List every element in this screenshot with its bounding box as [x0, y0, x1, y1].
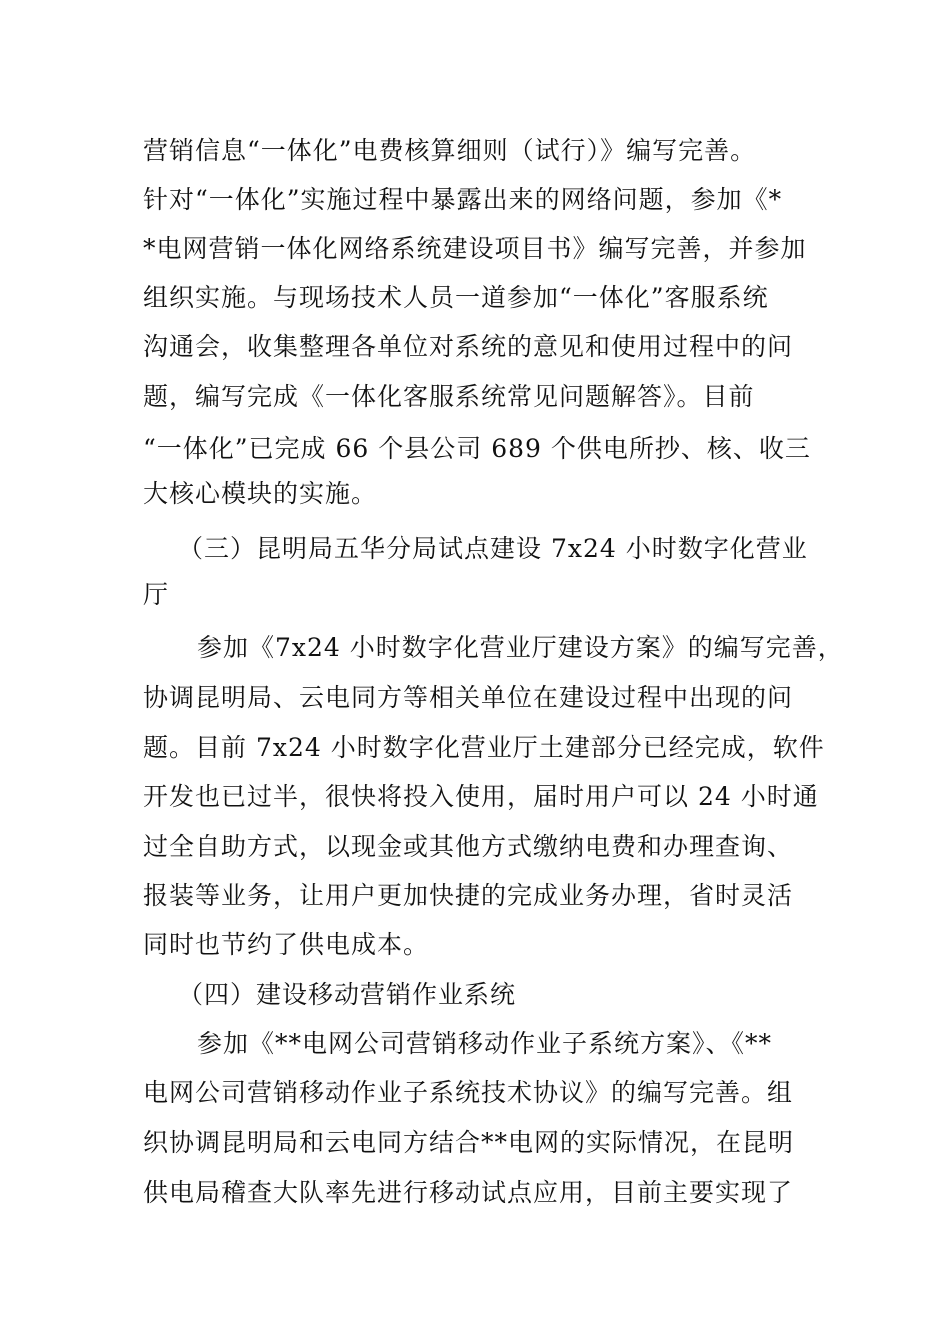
text-line: 开发也已过半，很快将投入使用，届时用户可以 24 小时通 [143, 782, 819, 811]
text-line: 电网公司营销移动作业子系统技术协议》的编写完善。组 [143, 1078, 794, 1107]
section-heading: （四）建设移动营销作业系统 [178, 980, 517, 1009]
paragraph-start: 参加《7x24 小时数字化营业厅建设方案》的编写完善， [197, 633, 844, 662]
text-line: 针对“一体化”实施过程中暴露出来的网络问题，参加《* [143, 185, 783, 214]
text-line: 同时也节约了供电成本。 [143, 930, 430, 959]
text-line: “一体化”已完成 66 个县公司 689 个供电所抄、核、收三 [143, 434, 811, 463]
text-line: 报装等业务，让用户更加快捷的完成业务办理，省时灵活 [143, 881, 794, 910]
text-line: 沟通会，收集整理各单位对系统的意见和使用过程中的问 [143, 332, 794, 361]
text-line: 供电局稽查大队率先进行移动试点应用，目前主要实现了 [143, 1178, 794, 1207]
text-line: 营销信息“一体化”电费核算细则（试行）》编写完善。 [143, 136, 757, 165]
text-line: 协调昆明局、云电同方等相关单位在建设过程中出现的问 [143, 683, 794, 712]
section-heading-continued: 厅 [143, 580, 170, 609]
text-line: 题，编写完成《一体化客服系统常见问题解答》。目前 [143, 382, 755, 411]
paragraph-start: 参加《**电网公司营销移动作业子系统方案》、《** [197, 1029, 773, 1058]
text-line: 大核心模块的实施。 [143, 479, 378, 508]
section-heading: （三）昆明局五华分局试点建设 7x24 小时数字化营业 [178, 534, 808, 563]
text-line: *电网营销一体化网络系统建设项目书》编写完善，并参加 [143, 234, 807, 263]
text-line: 组织实施。与现场技术人员一道参加“一体化”客服系统 [143, 283, 769, 312]
text-line: 过全自助方式，以现金或其他方式缴纳电费和办理查询、 [143, 832, 794, 861]
text-line: 织协调昆明局和云电同方结合**电网的实际情况，在昆明 [143, 1128, 795, 1157]
text-line: 题。目前 7x24 小时数字化营业厅土建部分已经完成，软件 [143, 733, 825, 762]
